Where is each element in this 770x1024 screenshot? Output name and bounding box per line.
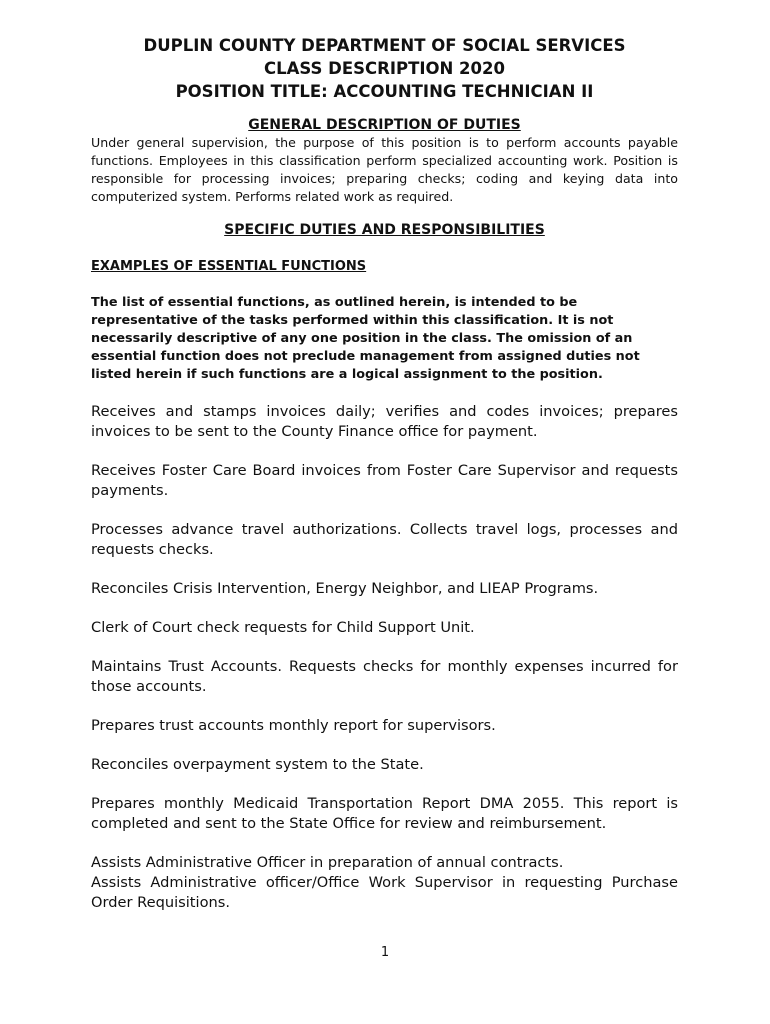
page-number: 1: [380, 945, 390, 960]
duty-item: Receives Foster Care Board invoices from Foster Care Supervisor and requests payments.: [91, 462, 678, 499]
specific-duties-heading: SPECIFIC DUTIES AND RESPONSIBILITIES: [224, 222, 545, 238]
duty-item: Assists Administrative officer/Office Work Supervisor in requesting Purchase Order Requisitions.: [91, 874, 678, 911]
duty-item: Maintains Trust Accounts. Requests checks for monthly expenses incurred for those accounts.: [91, 658, 678, 695]
general-description-text: Under general supervision, the purpose of this position is to perform accounts payable functions. Employees in this classification perform specialized accounting work. Position is responsible for processing invoices; preparing checks; coding and keying data into computerized system. Performs related work as required.: [91, 135, 678, 204]
general-description-heading: GENERAL DESCRIPTION OF DUTIES: [248, 117, 521, 133]
duties-list: [91, 402, 678, 913]
duty-item: Reconciles overpayment system to the State.: [91, 756, 424, 773]
duty-item: Processes advance travel authorizations. Collects travel logs, processes and requests checks.: [91, 521, 678, 558]
position-title: POSITION TITLE: ACCOUNTING TECHNICIAN II: [175, 82, 594, 101]
document-page: [91, 34, 678, 913]
class-description-title: CLASS DESCRIPTION 2020: [264, 59, 505, 78]
duty-item: Clerk of Court check requests for Child Support Unit.: [91, 619, 475, 636]
essential-functions-heading: EXAMPLES OF ESSENTIAL FUNCTIONS: [91, 259, 367, 274]
duty-item: Prepares trust accounts monthly report for supervisors.: [91, 717, 496, 734]
duty-item: Prepares monthly Medicaid Transportation Report DMA 2055. This report is completed and sent to the State Office for review and reimbursement.: [91, 795, 678, 832]
duty-item: Reconciles Crisis Intervention, Energy Neighbor, and LIEAP Programs.: [91, 580, 599, 597]
department-title: DUPLIN COUNTY DEPARTMENT OF SOCIAL SERVICES: [143, 36, 626, 55]
document-title-block: [85, 34, 684, 103]
duty-item: Receives and stamps invoices daily; verifies and codes invoices; prepares invoices to be sent to the County Finance office for payment.: [91, 403, 678, 440]
duty-item: Assists Administrative Officer in preparation of annual contracts.: [91, 854, 564, 871]
essential-functions-intro: The list of essential functions, as outlined herein, is intended to be representative of the tasks performed within this classification. It is not necessarily descriptive of any one position in the class. The omission of an essential function does not preclude management from assigned duties not listed herein if such functions are a logical assignment to the position.: [91, 295, 640, 382]
